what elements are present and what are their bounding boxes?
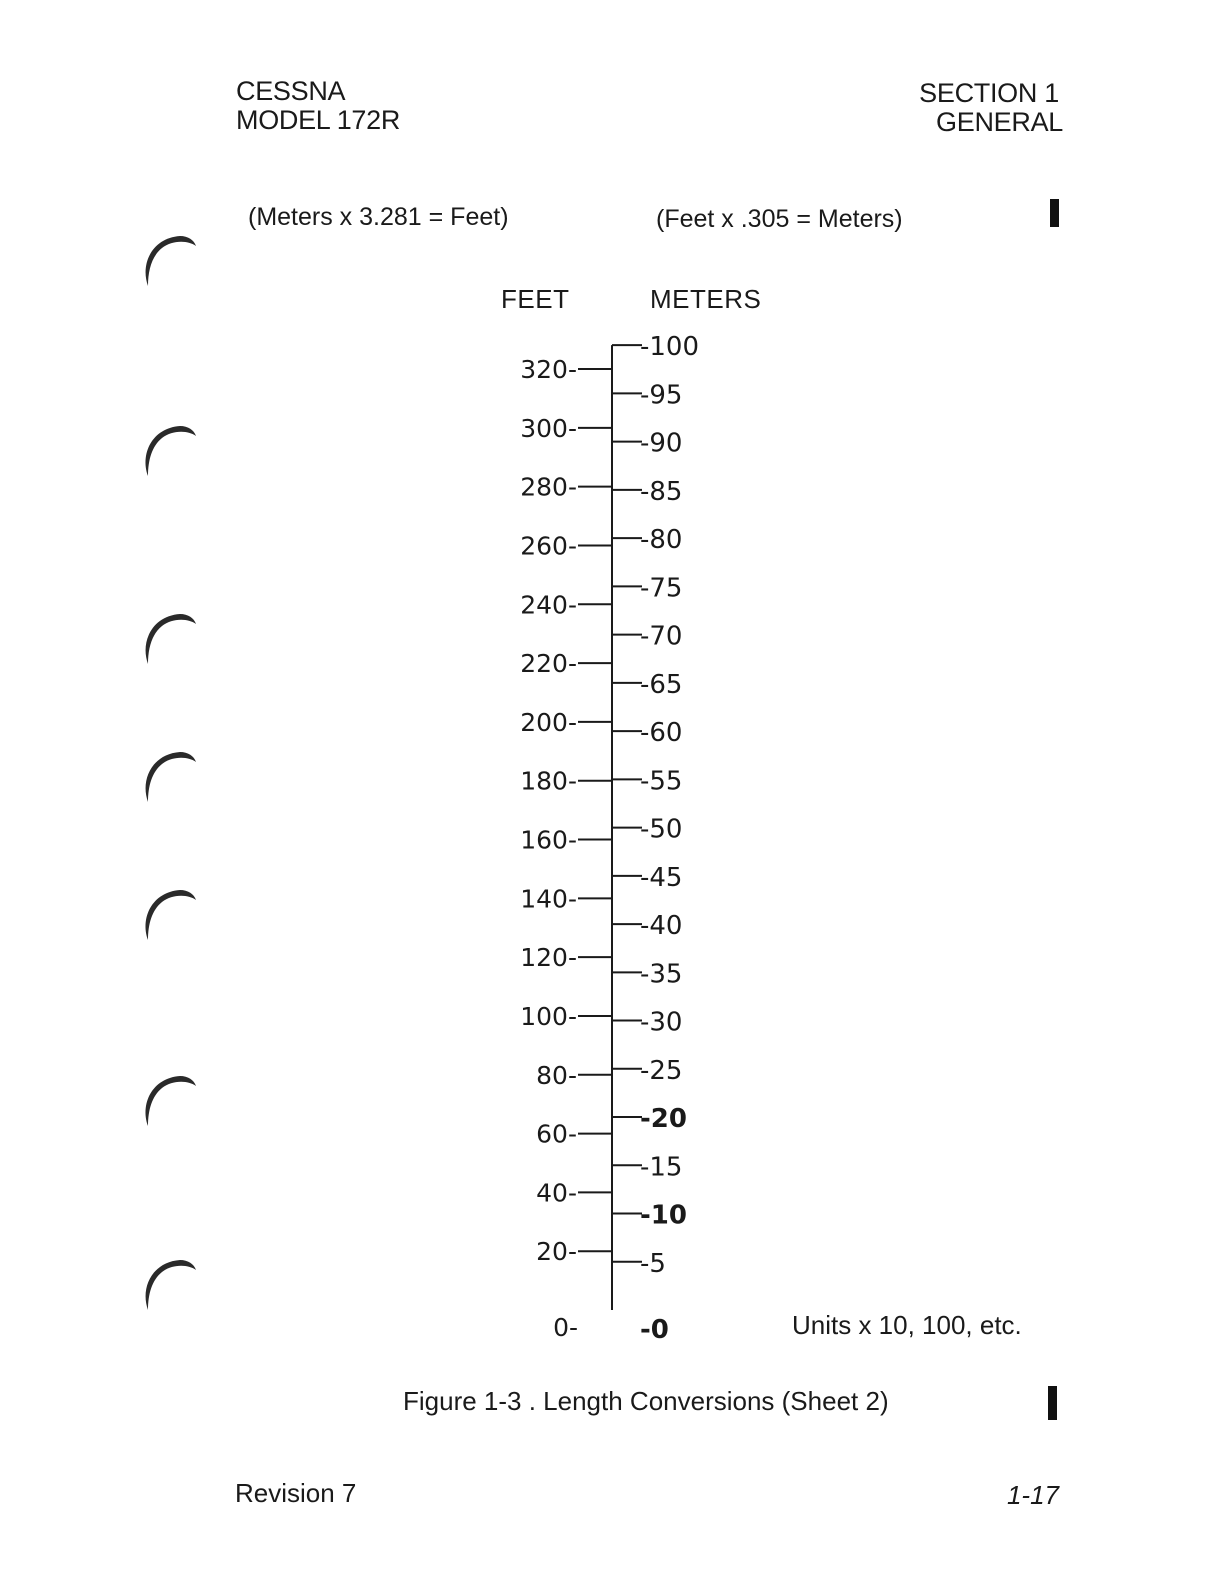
meters-tick-label: -100 bbox=[640, 332, 700, 363]
meters-tick-label: -45 bbox=[640, 862, 683, 893]
footer-page-number: 1-17 bbox=[1006, 1480, 1059, 1510]
feet-tick-label: 280- bbox=[520, 472, 577, 502]
feet-tick-label: 300- bbox=[520, 413, 577, 443]
feet-tick-label: 160- bbox=[520, 825, 577, 855]
header-section: SECTION 1 bbox=[919, 78, 1059, 108]
revision-bar bbox=[1048, 1386, 1057, 1420]
meters-tick-label: -30 bbox=[640, 1007, 683, 1038]
meters-tick-label: -90 bbox=[640, 428, 683, 459]
meters-tick-label: -65 bbox=[640, 669, 683, 700]
feet-tick-label: 180- bbox=[520, 766, 577, 796]
feet-tick-label: 140- bbox=[520, 884, 577, 914]
feet-tick-label: 220- bbox=[520, 649, 577, 679]
meters-tick-label: -20 bbox=[640, 1104, 687, 1135]
feet-tick-label: 80- bbox=[536, 1060, 577, 1090]
feet-tick-label: 60- bbox=[536, 1119, 577, 1149]
meters-tick-label: -95 bbox=[640, 380, 683, 411]
meters-column-heading: METERS bbox=[650, 284, 762, 314]
meters-tick-label: -5 bbox=[640, 1248, 666, 1279]
meters-tick-label: -15 bbox=[640, 1152, 683, 1183]
header-section-title: GENERAL bbox=[936, 107, 1063, 137]
feet-column-heading: FEET bbox=[501, 284, 570, 314]
feet-tick-label: 20- bbox=[536, 1237, 577, 1267]
feet-tick-label: 0- bbox=[553, 1313, 578, 1342]
feet-tick-label: 120- bbox=[520, 943, 577, 973]
meters-tick-label: -25 bbox=[640, 1055, 683, 1086]
meters-tick-label: -85 bbox=[640, 476, 683, 507]
meters-tick-label: -60 bbox=[640, 718, 683, 749]
meters-tick-label: -0 bbox=[640, 1315, 669, 1345]
meters-tick-label: -70 bbox=[640, 621, 683, 652]
meters-tick-label: -35 bbox=[640, 959, 683, 990]
feet-tick-label: 200- bbox=[520, 707, 577, 737]
meters-tick-label: -40 bbox=[640, 911, 683, 942]
meters-tick-label: -50 bbox=[640, 814, 683, 845]
meters-to-feet-formula: (Meters x 3.281 = Feet) bbox=[248, 203, 509, 231]
feet-tick-label: 240- bbox=[520, 590, 577, 620]
feet-tick-label: 320- bbox=[520, 355, 577, 384]
feet-to-meters-formula: (Feet x .305 = Meters) bbox=[656, 205, 903, 233]
feet-tick-label: 260- bbox=[520, 531, 577, 561]
header-model: MODEL 172R bbox=[236, 105, 401, 135]
meters-tick-label: -80 bbox=[640, 525, 683, 556]
meters-tick-label: -55 bbox=[640, 766, 683, 797]
footer-revision: Revision 7 bbox=[235, 1478, 357, 1508]
header-manufacturer: CESSNA bbox=[236, 76, 346, 106]
feet-tick-label: 40- bbox=[536, 1178, 577, 1208]
meters-tick-label: -10 bbox=[640, 1200, 687, 1231]
feet-tick-label: 100- bbox=[520, 1001, 577, 1031]
units-note: Units x 10, 100, etc. bbox=[792, 1310, 1022, 1340]
meters-tick-label: -75 bbox=[640, 573, 683, 604]
figure-caption: Figure 1-3 . Length Conversions (Sheet 2) bbox=[403, 1386, 889, 1416]
